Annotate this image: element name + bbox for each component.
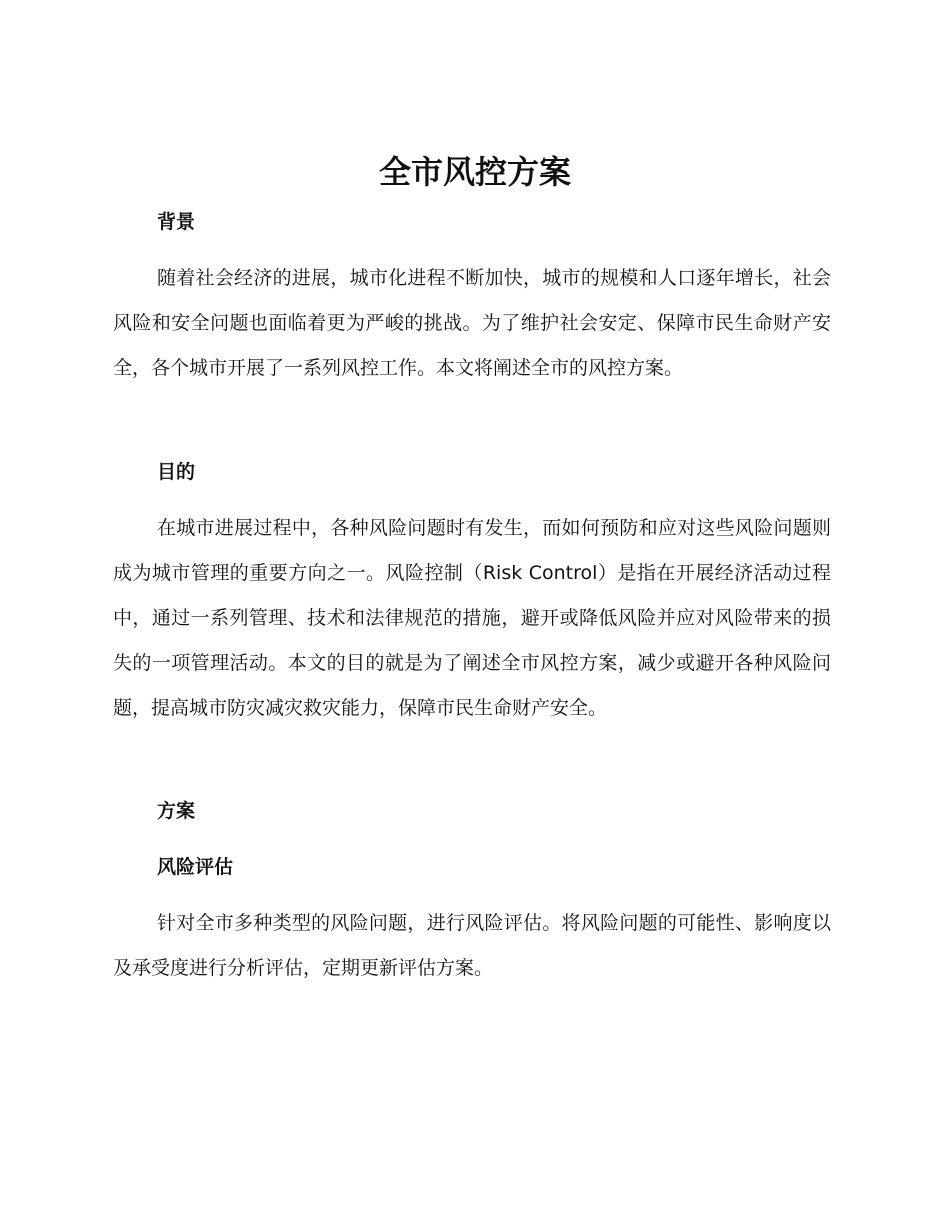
section-heading-risk-assessment: 风险评估: [157, 856, 234, 878]
section-heading-purpose: 目的: [157, 461, 196, 483]
section-paragraph-purpose: 在城市进展过程中，各种风险问题时有发生，而如何预防和应对这些风险问题则成为城市管理的重要方向之一。风险控制（Risk Control）是指在开展经济活动过程中，通过一系列管理、技术和法律规范的措施，避开或降低风险并应对风险带来的损失的一项管理活动。本文的目的就是为了阐述全市风控方案，减少或避开各种风险问题，提高城市防灾减灾救灾能力，保障市民生命财产安全。: [113, 517, 831, 719]
section-paragraph-risk-assessment: 针对全市多种类型的风险问题，进行风险评估。将风险问题的可能性、影响度以及承受度进行分析评估，定期更新评估方案。: [113, 912, 831, 979]
section-heading-plan: 方案: [157, 800, 196, 822]
document-title: 全市风控方案: [378, 153, 571, 191]
section-heading-background: 背景: [157, 211, 196, 233]
section-paragraph-background: 随着社会经济的进展，城市化进程不断加快，城市的规模和人口逐年增长，社会风险和安全问题也面临着更为严峻的挑战。为了维护社会安定、保障市民生命财产安全，各个城市开展了一系列风控工作。本文将阐述全市的风控方案。: [113, 267, 831, 379]
